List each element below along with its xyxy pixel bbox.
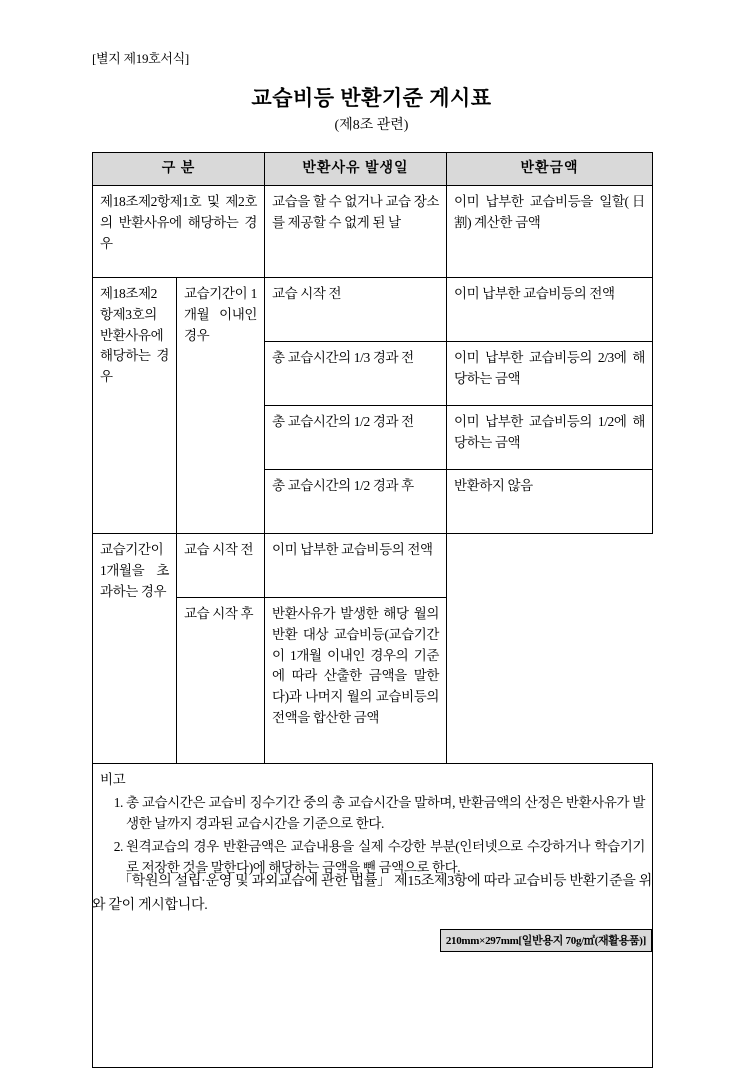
cell-refund-amount: 반환하지 않음	[447, 469, 653, 533]
cell-refund-amount: 이미 납부한 교습비등의 전액	[265, 533, 447, 597]
table-row	[93, 533, 653, 597]
cell-occurrence-date: 교습 시작 전	[177, 533, 265, 597]
cell-refund-amount: 이미 납부한 교습비등을 일할(日割) 계산한 금액	[447, 185, 653, 277]
cell-occurrence-date: 교습을 할 수 없거나 교습 장소를 제공할 수 없게 된 날	[265, 185, 447, 277]
cell-refund-amount: 이미 납부한 교습비등의 전액	[447, 277, 653, 341]
cell-subdivision: 교습기간이 1개월을 초과하는 경우	[93, 533, 177, 763]
column-header-occurrence-date: 반환사유 발생일	[265, 153, 447, 186]
cell-refund-amount: 이미 납부한 교습비등의 1/2에 해당하는 금액	[447, 405, 653, 469]
cell-subdivision: 교습기간이 1개월 이내인 경우	[177, 277, 265, 533]
cell-refund-amount: 이미 납부한 교습비등의 2/3에 해당하는 금액	[447, 341, 653, 405]
paper-spec-label: 210mm×297mm[일반용지 70g/㎡(재활용품)]	[440, 929, 652, 952]
form-id-label: [별지 제19호서식]	[92, 51, 189, 66]
column-header-refund-amount: 반환금액	[447, 153, 653, 186]
cell-occurrence-date: 총 교습시간의 1/3 경과 전	[265, 341, 447, 405]
cell-division: 제18조제2항제1호 및 제2호의 반환사유에 해당하는 경우	[93, 185, 265, 277]
posting-statement	[92, 870, 652, 918]
list-item: 1. 총 교습시간은 교습비 징수기간 중의 총 교습시간을 말하며, 반환금액의 산정은 반환사유가 발생한 날까지 경과된 교습시간을 기준으로 한다.	[126, 793, 645, 835]
cell-occurrence-date: 총 교습시간의 1/2 경과 전	[265, 405, 447, 469]
statement-text: 「학원의 설립·운영 및 과외교습에 관한 법률」 제15조제3항에 따라 교습비등 반환기준을 위와 같이 게시합니다.	[92, 874, 652, 913]
cell-occurrence-date: 총 교습시간의 1/2 경과 후	[265, 469, 447, 533]
cell-division: 제18조제2항제3호의 반환사유에 해당하는 경우	[93, 277, 177, 533]
list-item: 2. 원격교습의 경우 반환금액은 교습내용을 실제 수강한 부분(인터넷으로 수강하거나 학습기기로 저장한 것을 말한다)에 해당하는 금액을 뺀 금액으로 한다.	[126, 837, 645, 879]
notes-list	[100, 793, 645, 880]
table-row	[93, 277, 653, 341]
cell-occurrence-date: 교습 시작 전	[265, 277, 447, 341]
column-header-division: 구 분	[93, 153, 265, 186]
page-title: 교습비등 반환기준 게시표	[251, 86, 492, 110]
cell-refund-amount: 반환사유가 발생한 해당 월의 반환 대상 교습비등(교습기간이 1개월 이내인 경우의 기준에 따라 산출한 금액을 말한다)과 나머지 월의 교습비등의 전액을 합산한 금액	[265, 597, 447, 763]
table-header-row	[93, 153, 653, 186]
table-row	[93, 185, 653, 277]
cell-occurrence-date: 교습 시작 후	[177, 597, 265, 763]
page-subtitle: (제8조 관련)	[334, 118, 409, 133]
table-row	[93, 597, 653, 763]
notes-label: 비고	[100, 771, 126, 787]
